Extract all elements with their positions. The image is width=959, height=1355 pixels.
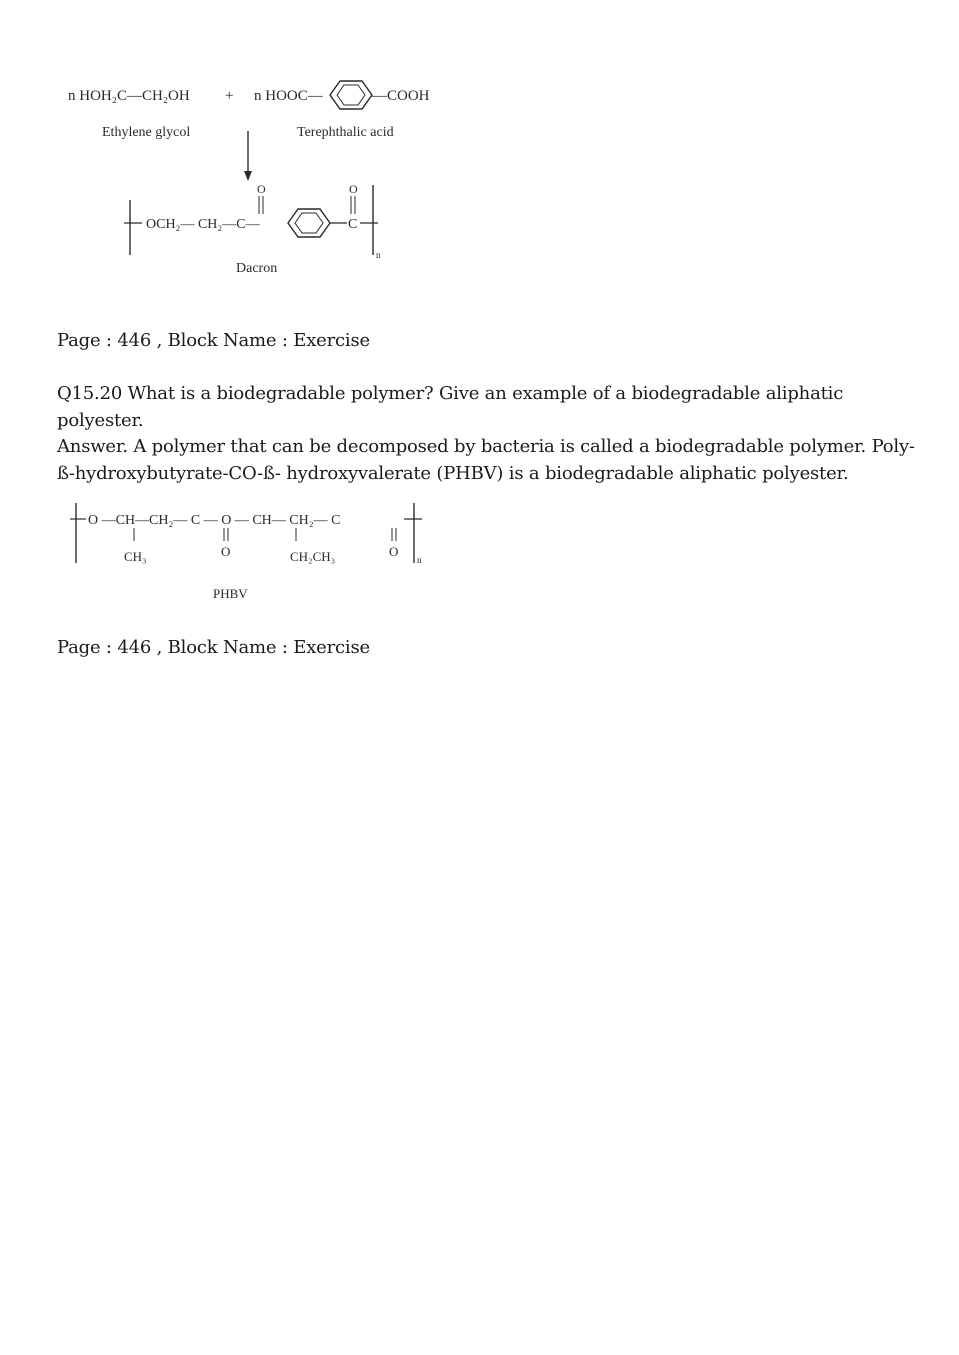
terephthalic-acid-label: Terephthalic acid xyxy=(297,125,394,140)
ethylene-glycol-formula: n HOH₂C—CH₂OH xyxy=(68,88,190,104)
phbv-diagram xyxy=(64,495,434,610)
carbonyl-oxygen-b: O xyxy=(389,544,399,559)
terephthalic-acid-right: —COOH xyxy=(372,88,430,104)
dacron-diagram xyxy=(60,75,460,285)
reaction-arrow-head xyxy=(244,171,252,181)
carbonyl-oxygen-2: O xyxy=(349,182,358,196)
carbonyl-oxygen-1: O xyxy=(257,182,266,196)
phbv-label: PHBV xyxy=(213,586,248,601)
block-label-2: Page : 446 , Block Name : Exercise xyxy=(57,637,370,658)
branch-methyl: CH₃ xyxy=(124,549,147,564)
dacron-label: Dacron xyxy=(236,261,278,276)
ethylene-glycol-label: Ethylene glycol xyxy=(102,125,191,140)
dacron-reaction-figure xyxy=(60,75,460,285)
plus-sign: + xyxy=(225,88,234,104)
phbv-main-chain: O —CH—CH₂— C — O — CH— CH₂— C xyxy=(88,513,341,528)
subscript-n-phbv: n xyxy=(417,555,422,565)
benzene-inner-ring-product xyxy=(295,213,323,233)
answer-text: Answer. A polymer that can be decomposed by bacteria is called a biodegradable polymer. Poly-ß-hydroxybutyrate-CO-ß- hydroxyvalerate (PHBV) is a biodegradable aliphatic polyester. xyxy=(57,436,915,484)
terephthalic-acid-left: n HOOC— xyxy=(254,88,323,104)
subscript-n-dacron: n xyxy=(376,250,381,260)
carbonyl-carbon-2: C xyxy=(348,217,358,232)
dacron-chain-left: OCH₂— CH₂—C— xyxy=(146,217,260,232)
block-label: Page : 446 , Block Name : Exercise xyxy=(57,330,370,351)
benzene-inner-ring xyxy=(337,85,365,105)
question-text: Q15.20 What is a biodegradable polymer? Give an example of a biodegradable aliphatic polyester. xyxy=(57,383,844,431)
carbonyl-oxygen-a: O xyxy=(221,544,231,559)
branch-ethyl: CH₂CH₃ xyxy=(290,549,336,564)
phbv-structure-figure xyxy=(64,495,434,610)
